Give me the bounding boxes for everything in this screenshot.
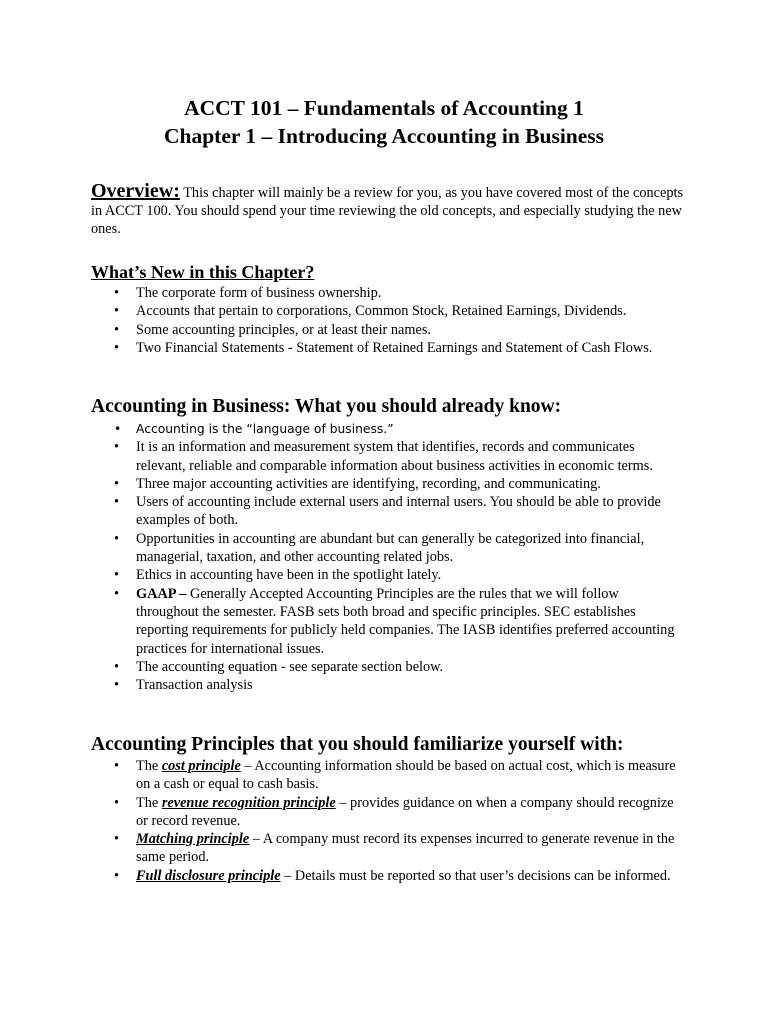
list-item: • The corporate form of business ownership.	[91, 284, 681, 302]
cost-principle-term: cost principle	[161, 758, 241, 774]
list-item: • The accounting equation - see separate section below.	[91, 658, 681, 676]
list-item	[91, 830, 681, 867]
list-item: • Some accounting principles, or at least their names.	[91, 321, 681, 339]
list-item: • Three major accounting activities are identifying, recording, and communicating.	[91, 475, 681, 493]
cost-principle-text: – Accounting information should be based on actual cost, which is measure on a cash or equal to cash basis.	[136, 758, 676, 793]
overview-text: This chapter will mainly be a review for you, as you have covered most of the concepts in ACCT 100. You should spend your time reviewing the old concepts, and especially studying the new ones.	[91, 185, 684, 237]
list-item: • Two Financial Statements - Statement of Retained Earnings and Statement of Cash Flows.	[91, 339, 681, 357]
list-item: • Accounts that pertain to corporations, Common Stock, Retained Earnings, Dividends.	[91, 302, 681, 320]
overview-section	[91, 182, 691, 238]
matching-principle-term: Matching principle	[136, 831, 250, 848]
gaap-text: Generally Accepted Accounting Principles are the rules that we will follow throughout the semester. FASB sets both broad and specific principles. SEC establishes reporting requirements for publicly held companies. The IASB identifies preferred accounting practices for international issues.	[136, 585, 675, 657]
list-item: • Ethics in accounting have been in the spotlight lately.	[91, 566, 681, 584]
whats-new-list	[91, 284, 681, 357]
disclosure-principle-term: Full disclosure principle	[136, 867, 281, 884]
list-item	[91, 585, 681, 658]
principles-heading: Accounting Principles that you should familiarize yourself with:	[91, 734, 624, 755]
revenue-principle-term: revenue recognition principle	[161, 794, 336, 811]
business-heading: Accounting in Business: What you should already know:	[91, 396, 562, 417]
matching-principle-text: – A company must record its expenses incurred to generate revenue in the same period.	[136, 831, 675, 866]
list-item	[91, 794, 681, 831]
principles-list	[91, 757, 681, 885]
title-line-chapter: Chapter 1 – Introducing Accounting in Business	[163, 124, 605, 148]
title-line-course: ACCT 101 – Fundamentals of Accounting 1	[184, 96, 584, 120]
list-item: • Opportunities in accounting are abundant but can generally be categorized into financial, managerial, taxation, and other accounting related jobs.	[91, 530, 681, 567]
revenue-principle-text: – provides guidance on when a company should recognize or record revenue.	[136, 794, 674, 829]
whats-new-heading: What’s New in this Chapter?	[91, 262, 315, 282]
list-item: • Users of accounting include external users and internal users. You should be able to provide examples of both.	[91, 493, 681, 530]
overview-heading: Overview:	[91, 180, 180, 202]
list-item: • Accounting is the “language of business.”	[91, 420, 681, 438]
business-list	[91, 420, 681, 694]
disclosure-principle-text: – Details must be reported so that user’s decisions can be informed.	[280, 867, 671, 884]
list-item	[91, 757, 681, 794]
list-item	[91, 867, 681, 885]
cost-prefix: The	[136, 758, 162, 774]
list-item: • It is an information and measurement system that identifies, records and communicates relevant, reliable and comparable information about business activities in economic terms.	[91, 438, 681, 475]
gaap-term: GAAP –	[136, 585, 187, 602]
document-title	[0, 94, 768, 150]
list-item: • Transaction analysis	[91, 676, 681, 694]
revenue-prefix: The	[136, 794, 162, 811]
